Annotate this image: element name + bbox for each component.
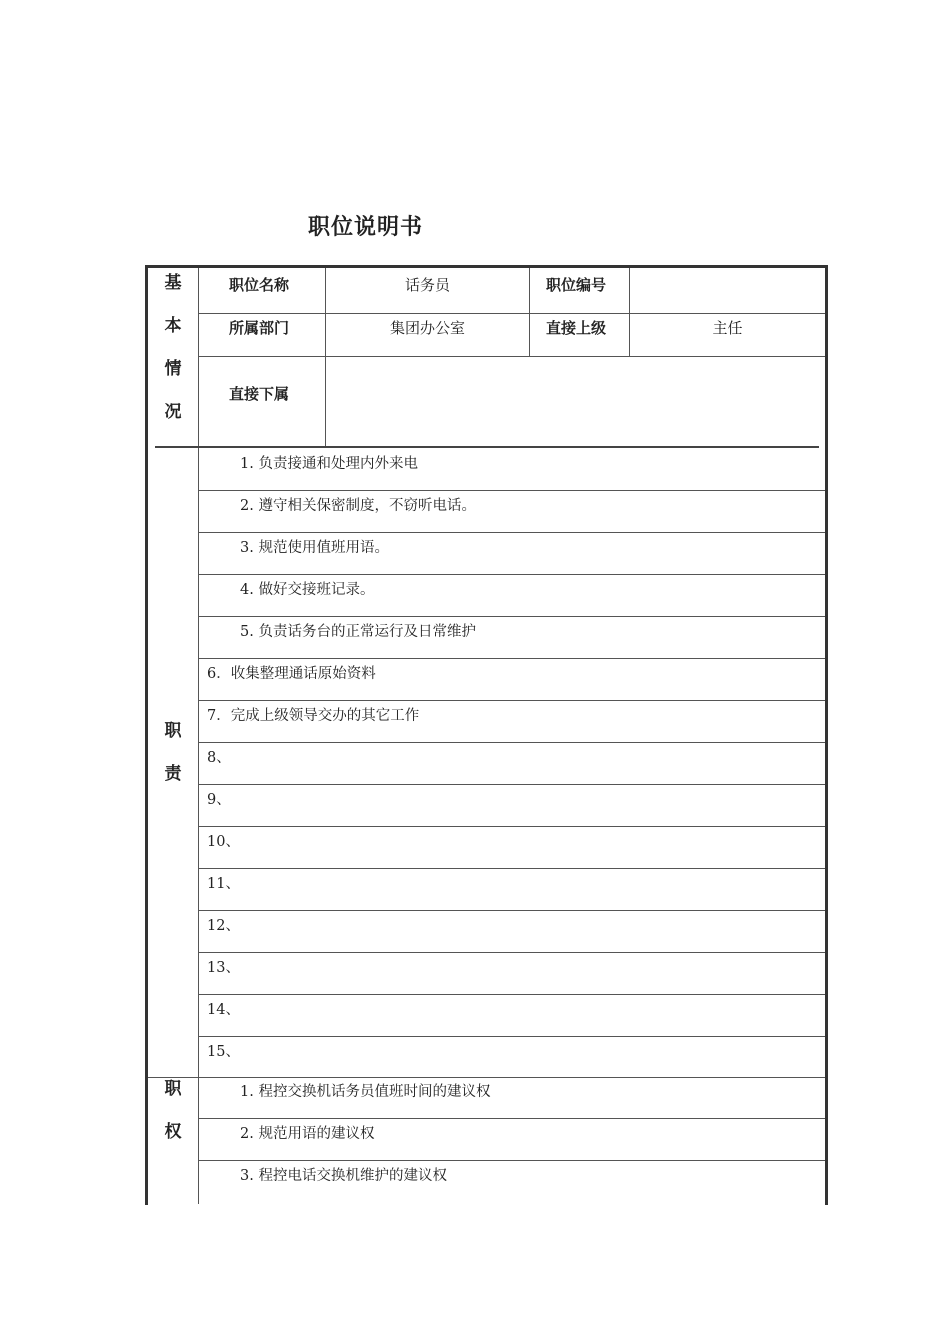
basic-section-label — [147, 262, 199, 434]
position-name-label: 职位名称 — [229, 276, 290, 294]
divider — [199, 910, 825, 911]
divider — [629, 268, 630, 356]
duty-item: 11、 — [207, 876, 240, 892]
divider — [199, 616, 825, 617]
divider — [199, 574, 825, 575]
divider — [199, 700, 825, 701]
authority-section-label — [147, 1068, 199, 1154]
duty-item: 6．收集整理通话原始资料 — [207, 666, 376, 682]
position-code-label: 职位编号 — [546, 276, 607, 294]
label-char: 职 — [164, 721, 182, 741]
divider — [529, 268, 530, 356]
duty-item: 3. 规范使用值班用语。 — [240, 540, 389, 556]
divider — [199, 356, 825, 357]
divider — [199, 313, 825, 314]
duty-item: 10、 — [207, 834, 240, 850]
label-char: 况 — [164, 402, 182, 422]
duty-item: 12、 — [207, 918, 240, 934]
duty-item: 5. 负责话务台的正常运行及日常维护 — [240, 624, 476, 640]
divider — [199, 658, 825, 659]
duties-section-label — [147, 710, 199, 796]
divider — [199, 1160, 825, 1161]
duty-item: 4. 做好交接班记录。 — [240, 582, 375, 598]
position-name-value: 话务员 — [404, 276, 450, 294]
duty-item: 14、 — [207, 1002, 240, 1018]
authority-item: 3. 程控电话交换机维护的建议权 — [240, 1168, 447, 1184]
divider — [199, 1118, 825, 1119]
divider — [148, 1077, 825, 1078]
label-char: 情 — [164, 359, 182, 379]
authority-item: 2. 规范用语的建议权 — [240, 1126, 375, 1142]
duty-item: 2. 遵守相关保密制度，不窃听电话。 — [240, 498, 476, 514]
divider — [155, 446, 819, 448]
divider — [199, 1036, 825, 1037]
duty-item: 13、 — [207, 960, 240, 976]
job-description-table — [145, 265, 828, 1205]
superior-value: 主任 — [712, 319, 743, 337]
divider — [199, 826, 825, 827]
divider — [199, 994, 825, 995]
duty-item: 9、 — [207, 792, 231, 808]
divider — [199, 742, 825, 743]
divider — [199, 490, 825, 491]
subordinate-label: 直接下属 — [229, 385, 290, 403]
label-char: 责 — [164, 764, 182, 784]
label-char: 本 — [164, 316, 182, 336]
department-label: 所属部门 — [229, 319, 290, 337]
label-char: 基 — [164, 273, 182, 293]
divider — [199, 784, 825, 785]
authority-item: 1. 程控交换机话务员值班时间的建议权 — [240, 1084, 491, 1100]
duty-item: 7．完成上级领导交办的其它工作 — [207, 708, 420, 724]
duty-item: 1. 负责接通和处理内外来电 — [240, 456, 418, 472]
divider — [325, 268, 326, 448]
department-value: 集团办公室 — [389, 319, 465, 337]
divider — [199, 868, 825, 869]
divider — [199, 952, 825, 953]
duty-item: 8、 — [207, 750, 231, 766]
label-char: 权 — [164, 1122, 182, 1142]
document-title: 职位说明书 — [308, 215, 424, 240]
divider — [199, 532, 825, 533]
duty-item: 15、 — [207, 1044, 240, 1060]
superior-label: 直接上级 — [546, 319, 607, 337]
label-char: 职 — [164, 1079, 182, 1099]
